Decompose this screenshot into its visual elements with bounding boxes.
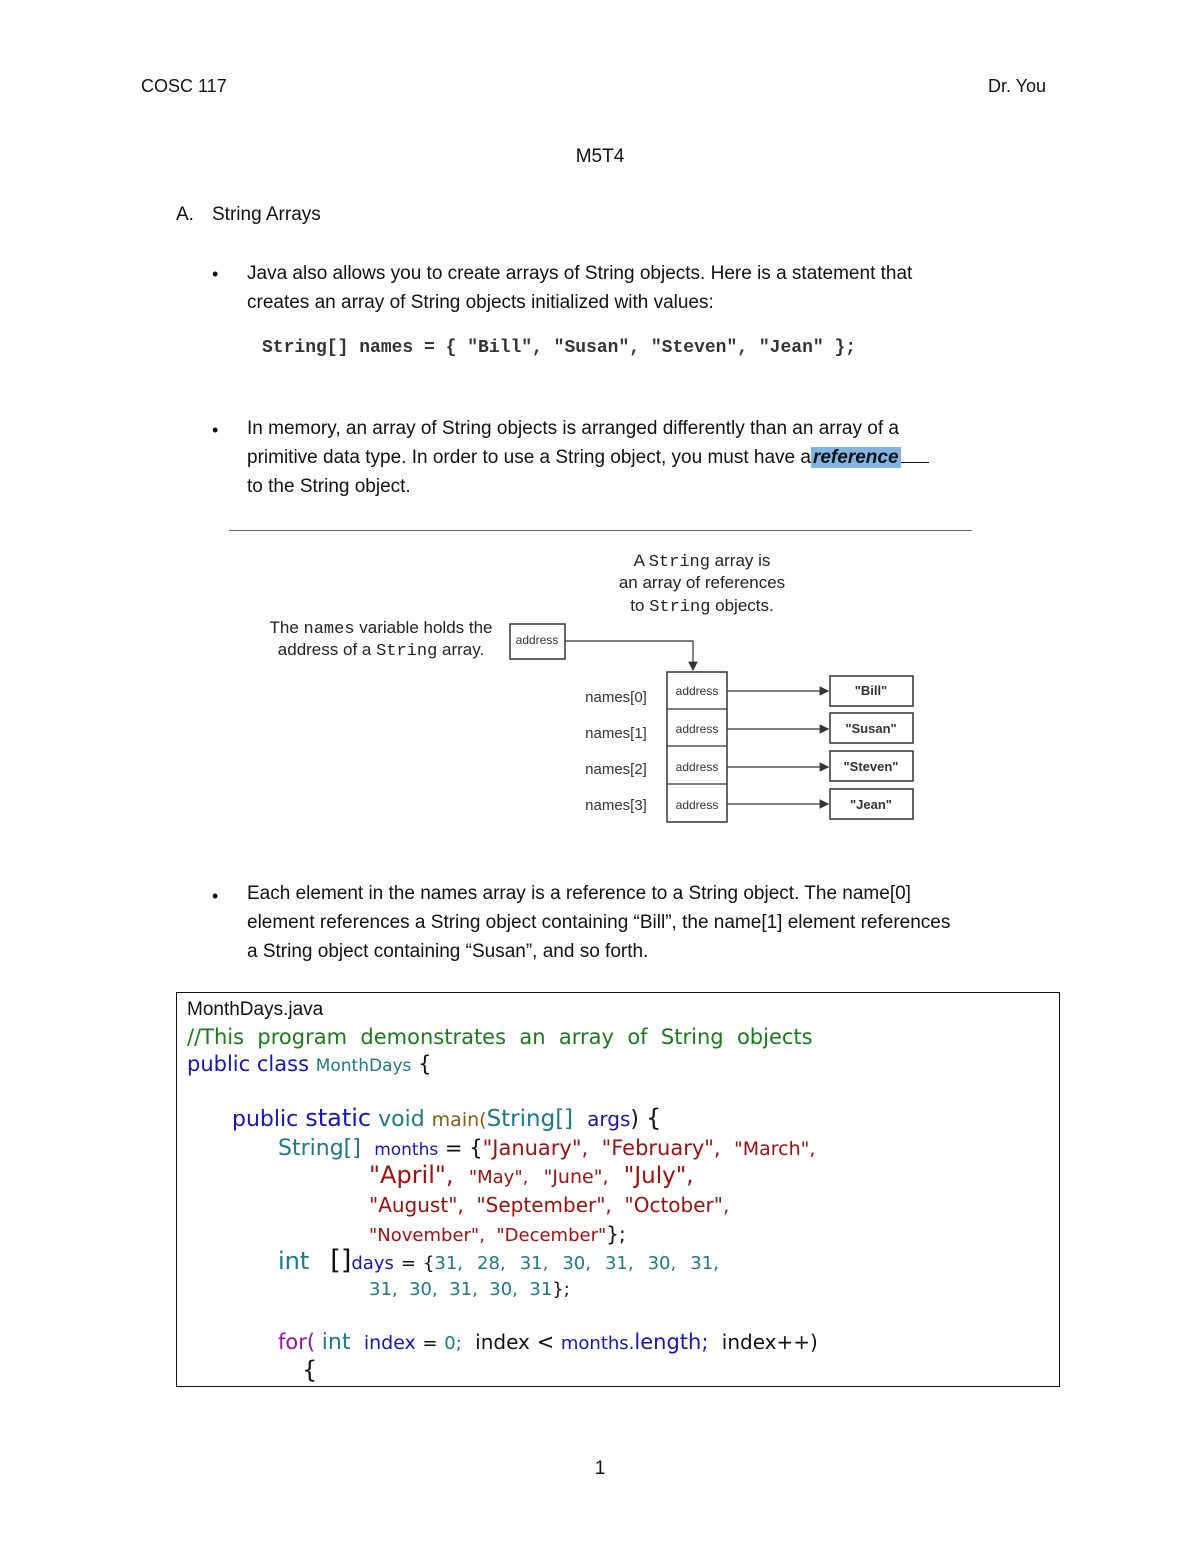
code-months-row2: "April", "May", "June", "July", [369,1161,694,1189]
caption-top-line2: an array of references [618,573,786,592]
bullet-paragraph-2 [247,414,1067,501]
code-open-brace: { [302,1356,318,1384]
caption-left-line2: address of a String array. [277,640,485,661]
element-cell: address [675,722,719,736]
horizontal-rule [229,530,972,531]
code-for-line: for( int index = 0; index < months.length; index++) [278,1330,818,1355]
code-class-line: public class MonthDays { [187,1052,432,1076]
instructor-name: Dr. You [988,76,1047,96]
paragraph-line: creates an array of String objects initialized with values: [247,292,714,313]
string-object-value: "Jean" [850,797,892,812]
paragraph-line: element references a String object containing “Bill”, the name[1] element references [247,912,951,933]
code-comment: //This program demonstrates an array of String objects [187,1025,813,1049]
element-label: names[2] [585,761,647,778]
course-code: COSC 117 [141,76,227,96]
array-row-0 [585,676,913,706]
array-row-1 [585,713,913,743]
element-cell: address [675,760,719,774]
section-heading [176,204,321,226]
bullet-paragraph-1 [247,259,1067,317]
page-number: 1 [594,1458,606,1479]
code-statement: String[] names = { "Bill", "Susan", "Steven", "Jean" }; [262,338,857,358]
handwritten-answer: reference [812,447,899,468]
code-days-row2: 31, 30, 31, 30, 31}; [369,1279,570,1300]
code-months-row4: "November", "December"}; [369,1222,626,1246]
caption-top-line1: A String array is [633,551,771,572]
bullet-icon: • [212,886,219,906]
bullet-paragraph-3 [247,879,1067,966]
code-months-row3: "August", "September", "October", [369,1193,730,1217]
element-label: names[0] [585,689,647,706]
bullet-icon: • [212,420,219,440]
paragraph-line: to the String object. [247,476,411,497]
code-days-line: int []days = {31, 28, 31, 30, 31, 30, 31, [278,1245,719,1276]
code-listing-box [176,992,1060,1387]
section-letter: A. [176,204,194,225]
bullet-icon: • [212,264,219,284]
names-variable-value: address [515,633,559,647]
element-cell: address [675,798,719,812]
code-filename: MonthDays.java [187,999,324,1020]
paragraph-line: a String object containing “Susan”, and so forth. [247,941,649,962]
paragraph-line: In memory, an array of String objects is arranged differently than an array of a [247,418,899,439]
code-main-line: public static void main(String[] args) { [232,1104,662,1132]
paragraph-line [247,443,1067,472]
answer-blank-line [901,462,929,463]
caption-left-line1: The names variable holds the [269,618,493,639]
string-array-diagram [0,540,1200,840]
element-label: names[1] [585,725,647,742]
element-cell: address [675,684,719,698]
variable-pointer-arrow [565,641,693,670]
paragraph-line: Each element in the names array is a reference to a String object. The name[0] [247,883,911,904]
paragraph-text: primitive data type. In order to use a String object, you must have a [247,447,811,468]
section-title: String Arrays [212,204,321,225]
array-row-2 [585,751,913,781]
element-label: names[3] [585,797,647,814]
caption-top-line3: to String objects. [630,596,774,617]
string-object-value: "Susan" [845,721,897,736]
paragraph-line: Java also allows you to create arrays of String objects. Here is a statement that [247,263,913,284]
page-title: M5T4 [575,146,625,167]
code-months-line: String[] months = {"January", "February", "March", [278,1136,816,1161]
string-object-value: "Bill" [854,683,888,698]
string-object-value: "Steven" [843,759,899,774]
array-row-3 [585,789,913,819]
